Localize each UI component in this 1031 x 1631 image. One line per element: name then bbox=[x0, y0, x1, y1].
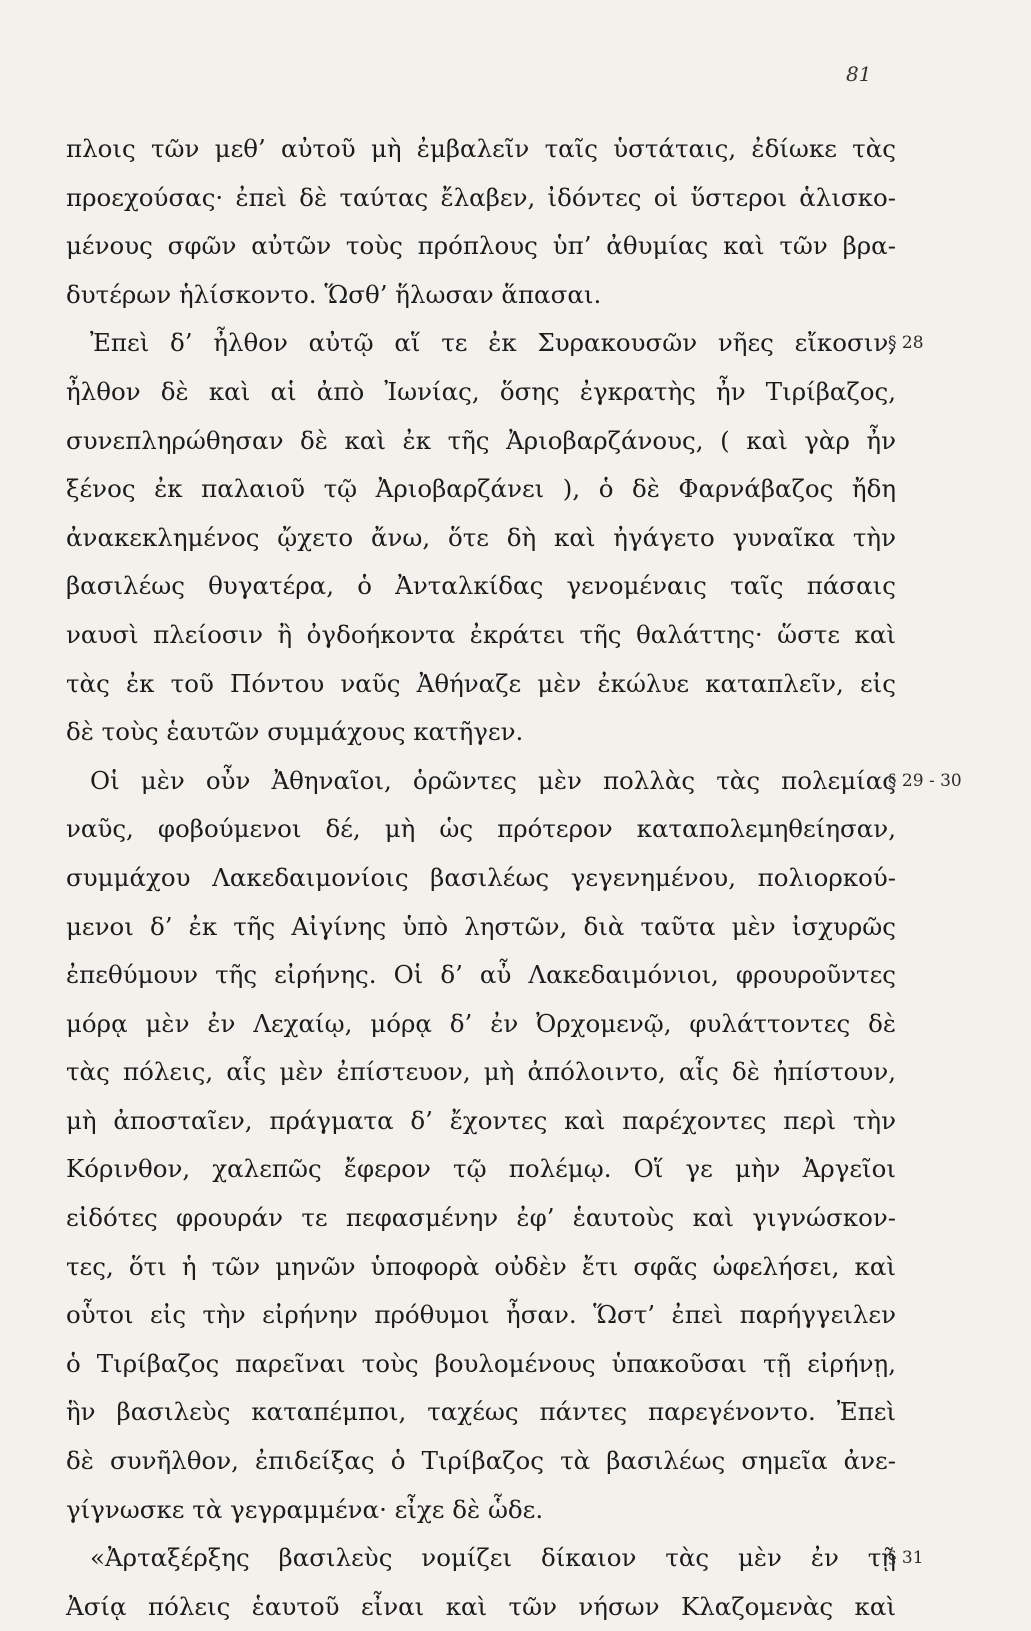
text-line bbox=[66, 465, 896, 514]
text-line bbox=[66, 562, 896, 611]
line-text: πλοις τῶν μεθ’ αὐτοῦ μὴ ἐμβαλεῖν ταῖς ὑστάταις, ἐδίωκε τὰς bbox=[66, 134, 896, 163]
line-text: ἣν βασιλεὺς καταπέμποι, ταχέως πάντες παρεγένοντο. Ἐπεὶ bbox=[66, 1397, 896, 1427]
line-text: τες, ὅτι ἡ τῶν μηνῶν ὑποφορὰ οὐδὲν ἔτι σφᾶς ὠφελήσει, καὶ bbox=[66, 1251, 896, 1281]
text-line bbox=[66, 660, 896, 709]
text-line bbox=[66, 271, 896, 320]
section-marker: § 31 bbox=[888, 1548, 924, 1569]
line-text: τὰς ἐκ τοῦ Πόντου ναῦς Ἀθήναζε μὲν ἐκώλυε καταπλεῖν, εἰς bbox=[66, 668, 896, 698]
text-line bbox=[66, 1583, 896, 1631]
line-text: Ἐπεὶ δ’ ἦλθον αὐτῷ αἵ τε ἐκ Συρακουσῶν νῆες εἴκοσιν, bbox=[90, 328, 896, 358]
text-line bbox=[66, 319, 924, 368]
text-line bbox=[66, 417, 896, 466]
line-text: ὁ Τιρίβαζος παρεῖναι τοὺς βουλομένους ὑπακοῦσαι τῇ εἰρήνῃ, bbox=[66, 1348, 896, 1378]
text-line bbox=[66, 125, 896, 174]
line-text: μὴ ἀποσταῖεν, πράγματα δ’ ἔχοντες καὶ παρέχοντες περὶ τὴν bbox=[66, 1105, 896, 1135]
text-line bbox=[66, 1145, 896, 1194]
text-line bbox=[66, 903, 896, 952]
line-text: οὗτοι εἰς τὴν εἰρήνην πρόθυμοι ἦσαν. Ὥστ’ ἐπεὶ παρήγγειλεν bbox=[66, 1300, 896, 1330]
text-line bbox=[66, 1291, 896, 1340]
line-text: ἀνακεκλημένος ᾤχετο ἄνω, ὅτε δὴ καὶ ἠγάγετο γυναῖκα τὴν bbox=[66, 522, 896, 552]
line-text: ξένος ἐκ παλαιοῦ τῷ Ἀριοβαρζάνει ), ὁ δὲ Φαρνάβαζος ἤδη bbox=[66, 474, 896, 504]
line-text: ἦλθον δὲ καὶ αἱ ἀπὸ Ἰωνίας, ὅσης ἐγκρατὴς ἦν Τιρίβαζος, bbox=[66, 376, 896, 406]
text-line bbox=[66, 1194, 896, 1243]
text-line bbox=[66, 174, 896, 223]
line-text: ἐπεθύμουν τῆς εἰρήνης. Οἱ δ’ αὖ Λακεδαιμόνιοι, φρουροῦντες bbox=[66, 960, 896, 990]
line-text: μόρᾳ μὲν ἐν Λεχαίῳ, μόρᾳ δ’ ἐν Ὀρχομενῷ, φυλάττοντες δὲ bbox=[66, 1008, 896, 1038]
line-text: ναυσὶ πλείοσιν ἢ ὀγδοήκοντα ἐκράτει τῆς θαλάττης· ὥστε καὶ bbox=[66, 619, 896, 649]
section-marker: § 29 - 30 bbox=[888, 770, 962, 791]
line-text: συμμάχου Λακεδαιμονίοις βασιλέως γεγενημένου, πολιορκού- bbox=[66, 862, 896, 892]
text-line bbox=[66, 1048, 896, 1097]
line-text: ναῦς, φοβούμενοι δέ, μὴ ὡς πρότερον καταπολεμηθείησαν, bbox=[66, 814, 896, 844]
text-line bbox=[66, 222, 896, 271]
line-text: βασιλέως θυγατέρα, ὁ Ἀνταλκίδας γενομέναις ταῖς πάσαις bbox=[66, 571, 896, 601]
text-line bbox=[66, 368, 896, 417]
line-text: Ἀσίᾳ πόλεις ἑαυτοῦ εἶναι καὶ τῶν νήσων Κλαζομενὰς καὶ bbox=[66, 1591, 896, 1621]
text-line bbox=[66, 805, 896, 854]
text-line bbox=[66, 1388, 896, 1437]
text-line bbox=[66, 1437, 896, 1486]
line-text: τὰς πόλεις, αἷς μὲν ἐπίστευον, μὴ ἀπόλοιντο, αἷς δὲ ἠπίστουν, bbox=[66, 1057, 896, 1087]
text-line bbox=[66, 1534, 924, 1583]
page-number: 81 bbox=[846, 62, 872, 86]
line-text: γίγνωσκε τὰ γεγραμμένα· εἶχε δὲ ὧδε. bbox=[66, 1494, 544, 1524]
text-line bbox=[66, 611, 896, 660]
text-line bbox=[66, 708, 896, 757]
line-text: προεχούσας· ἐπεὶ δὲ ταύτας ἔλαβεν, ἰδόντες οἱ ὕστεροι ἁλισκο- bbox=[66, 182, 896, 212]
line-text: μενοι δ’ ἐκ τῆς Αἰγίνης ὑπὸ ληστῶν, διὰ ταῦτα μὲν ἰσχυρῶς bbox=[66, 911, 896, 941]
text-line bbox=[66, 951, 896, 1000]
text-line bbox=[66, 1340, 896, 1389]
line-text: «Ἀρταξέρξης βασιλεὺς νομίζει δίκαιον τὰς μὲν ἐν τῇ bbox=[90, 1543, 896, 1573]
line-text: εἰδότες φρουράν τε πεφασμένην ἐφ’ ἑαυτοὺς καὶ γιγνώσκον- bbox=[66, 1203, 896, 1233]
text-line bbox=[66, 1000, 896, 1049]
text-line bbox=[66, 757, 962, 806]
text-line bbox=[66, 1486, 896, 1535]
line-text: συνεπληρώθησαν δὲ καὶ ἐκ τῆς Ἀριοβαρζάνους, ( καὶ γὰρ ἦν bbox=[66, 425, 896, 455]
line-text: δὲ τοὺς ἑαυτῶν συμμάχους κατῆγεν. bbox=[66, 717, 524, 747]
line-text: Κόρινθον, χαλεπῶς ἔφερον τῷ πολέμῳ. Οἵ γε μὴν Ἀργεῖοι bbox=[66, 1154, 896, 1184]
text-line bbox=[66, 514, 896, 563]
text-line bbox=[66, 854, 896, 903]
text-line bbox=[66, 1243, 896, 1292]
text-line bbox=[66, 1097, 896, 1146]
section-marker: § 28 bbox=[888, 333, 924, 354]
text-body bbox=[66, 125, 962, 1631]
line-text: Οἱ μὲν οὖν Ἀθηναῖοι, ὁρῶντες μὲν πολλὰς τὰς πολεμίας bbox=[90, 765, 896, 795]
line-text: δὲ συνῆλθον, ἐπιδείξας ὁ Τιρίβαζος τὰ βασιλέως σημεῖα ἀνε- bbox=[66, 1446, 896, 1476]
line-text: μένους σφῶν αὐτῶν τοὺς πρόπλους ὑπ’ ἀθυμίας καὶ τῶν βρα- bbox=[66, 231, 896, 261]
line-text: δυτέρων ἡλίσκοντο. Ὥσθ’ ἥλωσαν ἅπασαι. bbox=[66, 279, 602, 309]
